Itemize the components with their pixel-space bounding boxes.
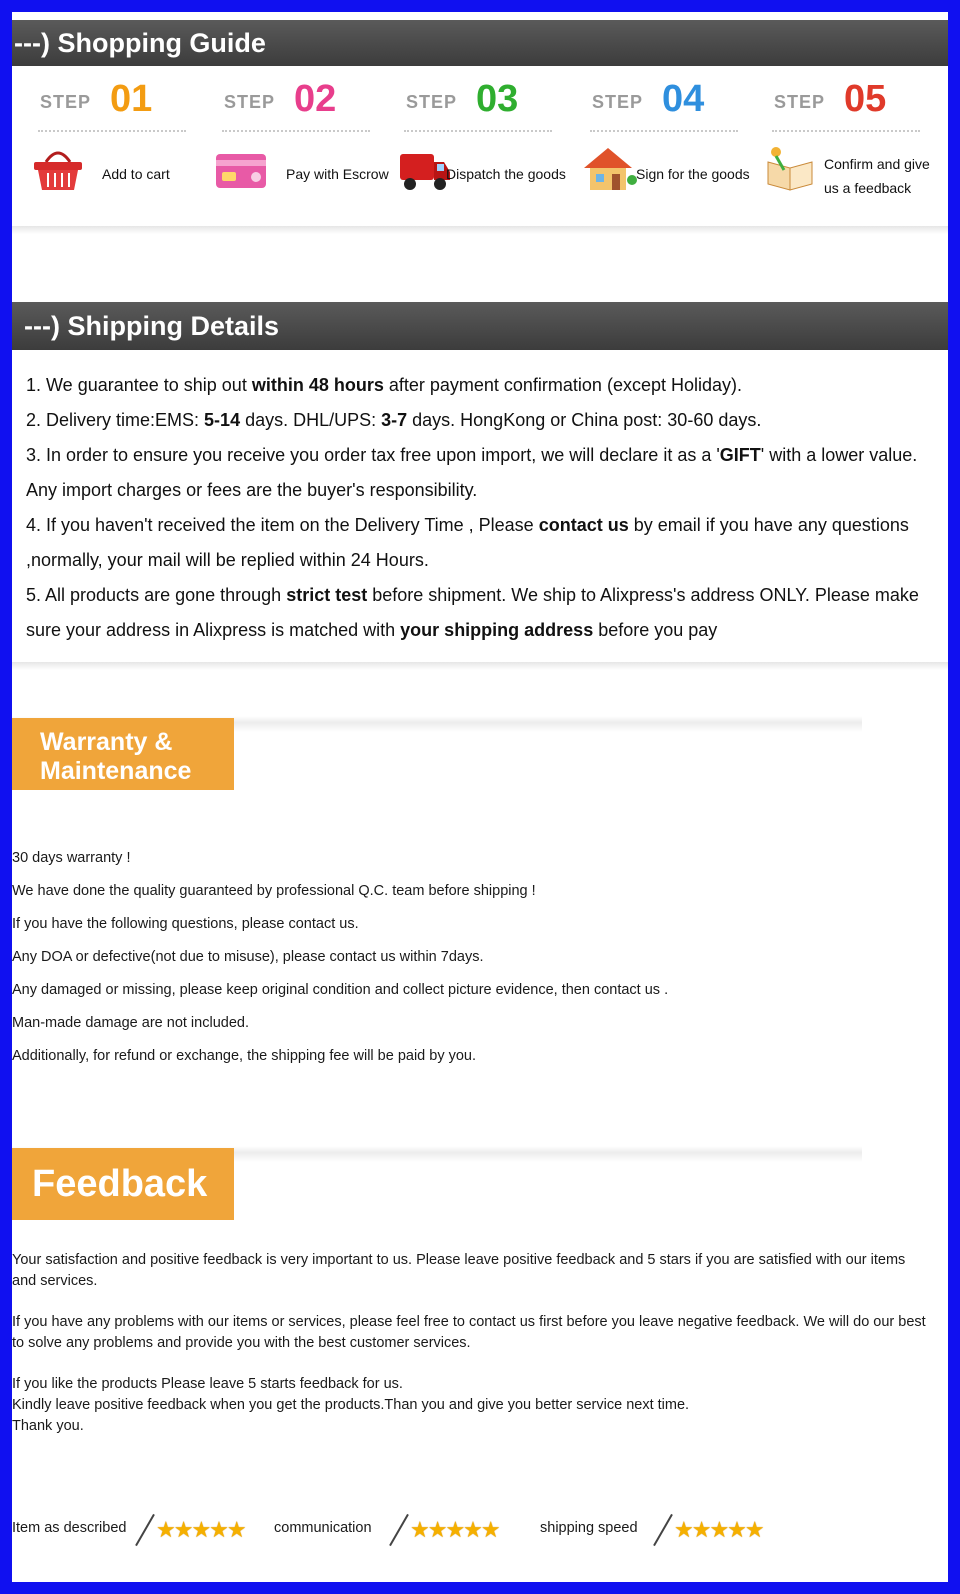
star-rating-icon: ★★★★★: [674, 1517, 763, 1542]
step-label: STEP: [224, 92, 276, 112]
step-number: 04: [662, 78, 705, 120]
rating-label: shipping speed: [540, 1520, 638, 1536]
warranty-header: Warranty & Maintenance: [12, 718, 234, 790]
feedback-paragraph: If you like the products Please leave 5 starts feedback for us. Kindly leave positive feedback when you get the products.Than you and give you better service next time. Thank you.: [12, 1376, 690, 1434]
warranty-line: Any DOA or defective(not due to misuse), please contact us within 7days.: [12, 949, 484, 965]
step-3: [386, 78, 566, 208]
step-label: STEP: [406, 92, 458, 112]
shipping-details-list: [26, 368, 936, 648]
shipping-item-2: 2. Delivery time:EMS: 5-14 days. DHL/UPS: 3-7 days. HongKong or China post: 30-60 days.: [26, 410, 762, 430]
step-text: Add to cart: [102, 166, 170, 182]
step-label: STEP: [774, 92, 826, 112]
step-number: 03: [476, 78, 519, 120]
house-icon: [582, 144, 638, 194]
step-5: [754, 78, 944, 208]
rating-communication: [274, 1510, 534, 1550]
warranty-line: We have done the quality guaranteed by professional Q.C. team before shipping !: [12, 883, 536, 899]
shipping-item-1: 1. We guarantee to ship out within 48 hours after payment confirmation (except Holiday).: [26, 375, 742, 395]
shipping-item-3: 3. In order to ensure you receive you order tax free upon import, we will declare it as a 'GIFT' with a lower value. Any import charges or fees are the buyer's responsibility.: [26, 445, 918, 500]
rating-item-as-described: [12, 1510, 272, 1550]
shopping-guide-header: ---) Shopping Guide: [12, 20, 948, 66]
step-label: STEP: [40, 92, 92, 112]
feedback-text: [12, 1250, 932, 1457]
warranty-line: 30 days warranty !: [12, 850, 131, 866]
step-1: [20, 78, 170, 208]
credit-card-icon: [214, 144, 270, 194]
feedback-paragraph: If you have any problems with our items or services, please feel free to contact us first before you leave negative feedback. We will do our best to solve any problems and provide you with the best customer services.: [12, 1314, 926, 1351]
warranty-line: Additionally, for refund or exchange, the shipping fee will be paid by you.: [12, 1048, 477, 1064]
rating-shipping-speed: [540, 1510, 810, 1550]
star-rating-icon: ★★★★★: [410, 1517, 499, 1542]
step-text: Sign for the goods: [636, 166, 750, 182]
warranty-line: Man-made damage are not included.: [12, 1015, 249, 1031]
shipping-details-header: ---) Shipping Details: [12, 302, 948, 350]
basket-icon: [30, 144, 86, 194]
step-text: Dispatch the goods: [446, 166, 566, 182]
step-2: [204, 78, 389, 208]
star-rating-icon: ★★★★★: [156, 1517, 245, 1542]
step-number: 02: [294, 78, 337, 120]
step-label: STEP: [592, 92, 644, 112]
rating-label: communication: [274, 1520, 372, 1536]
step-text: Pay with Escrow: [286, 166, 389, 182]
warranty-line: Any damaged or missing, please keep original condition and collect picture evidence, then contact us .: [12, 982, 669, 998]
book-icon: [764, 144, 820, 194]
rating-row: [12, 1510, 948, 1550]
rating-label: Item as described: [12, 1520, 127, 1536]
shipping-item-5: 5. All products are gone through strict test before shipment. We ship to Alixpress's address ONLY. Please make sure your address in Alixpress is matched with your shipping address before you pay: [26, 585, 919, 640]
warranty-line: If you have the following questions, please contact us.: [12, 916, 359, 932]
feedback-paragraph: Your satisfaction and positive feedback is very important to us. Please leave positive feedback and 5 stars if you are satisfied with our items and services.: [12, 1252, 906, 1289]
shipping-item-4: 4. If you haven't received the item on the Delivery Time , Please contact us by email if you have any questions ,normally, your mail will be replied within 24 Hours.: [26, 515, 909, 570]
feedback-header: Feedback: [12, 1148, 234, 1220]
warranty-list: [12, 842, 932, 1073]
truck-icon: [396, 144, 452, 194]
step-number: 01: [110, 78, 153, 120]
step-number: 05: [844, 78, 887, 120]
step-4: [572, 78, 750, 208]
step-text: Confirm and give us a feedback: [824, 156, 930, 196]
